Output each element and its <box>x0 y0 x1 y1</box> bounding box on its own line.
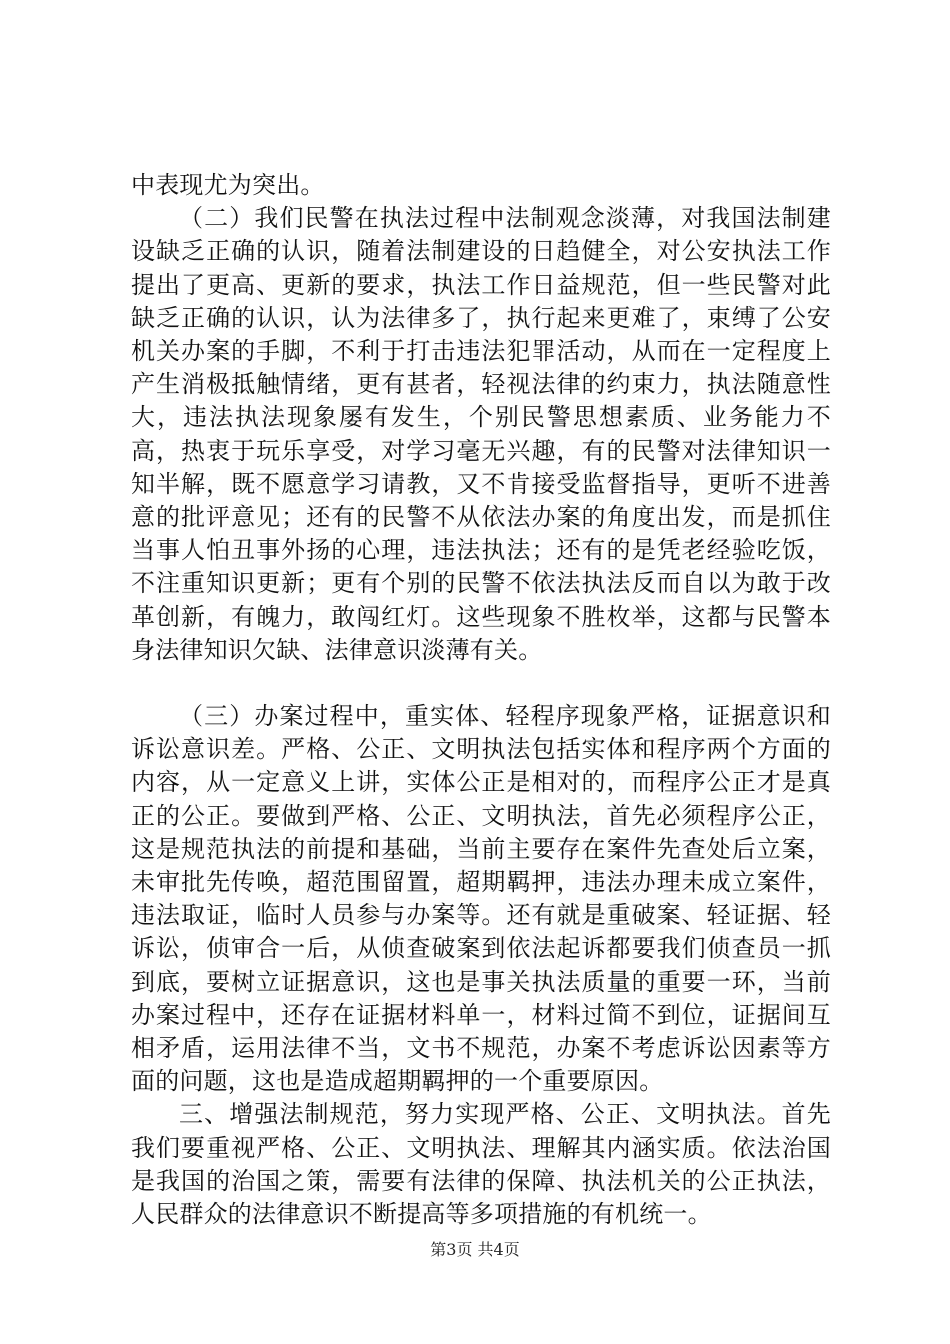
paragraph-heading-three: 三、增强法制规范，努力实现严格、公正、文明执法。首先我们要重视严格、公正、文明执法、理解其内涵实质。依法治国是我国的治国之策，需要有法律的保障、执法机关的公正执法，人民群众的法律意识不断提高等多项措施的有机统一。 <box>131 1100 831 1229</box>
paragraph-section-3: （三）办案过程中，重实体、轻程序现象严格，证据意识和诉讼意识差。严格、公正、文明执法包括实体和程序两个方面的内容，从一定意义上讲，实体公正是相对的，而程序公正才是真正的公正。要做到严格、公正、文明执法，首先必须程序公正，这是规范执法的前提和基础，当前主要存在案件先查处后立案，未审批先传唤，超范围留置，超期羁押，违法办理未成立案件，违法取证，临时人员参与办案等。还有就是重破案、轻证据、轻诉讼，侦审合一后，从侦查破案到依法起诉都要我们侦查员一抓到底，要树立证据意识，这也是事关执法质量的重要一环，当前办案过程中，还存在证据材料单一，材料过简不到位，证据间互相矛盾，运用法律不当，文书不规范，办案不考虑诉讼因素等方面的问题，这也是造成超期羁押的一个重要原因。 <box>131 702 831 1096</box>
paragraph-continuation: 中表现尤为突出。 <box>131 171 325 199</box>
document-body <box>131 169 831 1231</box>
paragraph-section-2: （二）我们民警在执法过程中法制观念淡薄，对我国法制建设缺乏正确的认识，随着法制建设的日趋健全，对公安执法工作提出了更高、更新的要求，执法工作日益规范，但一些民警对此缺乏正确的认识，认为法律多了，执行起来更难了，束缚了公安机关办案的手脚，不利于打击违法犯罪活动，从而在一定程度上产生消极抵触情绪，更有甚者，轻视法律的约束力，执法随意性大，违法执法现象屡有发生，个别民警思想素质、业务能力不高，热衷于玩乐享受，对学习毫无兴趣，有的民警对法律知识一知半解，既不愿意学习请教，又不肯接受监督指导，更听不进善意的批评意见；还有的民警不从依法办案的角度出发，而是抓住当事人怕丑事外扬的心理，违法执法；还有的是凭老经验吃饭，不注重知识更新；更有个别的民警不依法执法反而自以为敢于改革创新，有魄力，敢闯红灯。这些现象不胜枚举，这都与民警本身法律知识欠缺、法律意识淡薄有关。 <box>131 204 831 664</box>
page-number-label: 第3页 共4页 <box>430 1240 520 1259</box>
page-footer <box>0 1240 950 1260</box>
